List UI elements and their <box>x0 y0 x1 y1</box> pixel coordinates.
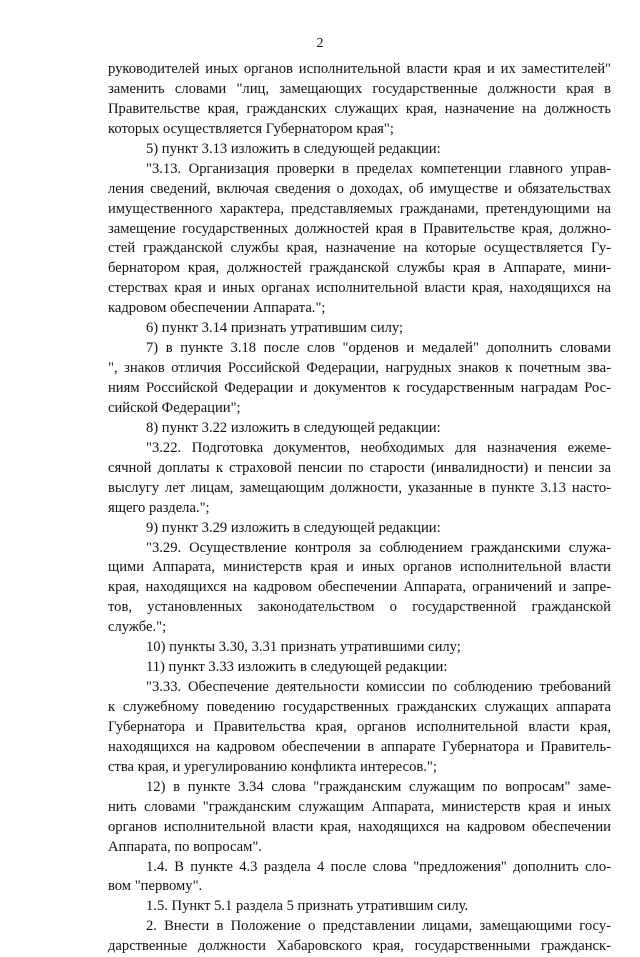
text-line: руководителей иных органов исполнительной власти края и их заместителей" <box>108 61 611 77</box>
text-line: нить словами "гражданским служащим Аппарата, министерств края и иных <box>108 798 611 815</box>
text-line: стерствах края и иных органах исполнительной власти края, находящихся на <box>108 280 611 297</box>
text-line: заменить словами "лиц, замещающих государственные должности края в <box>108 80 611 97</box>
text-line: 1.4. В пункте 4.3 раздела 4 после слова "предложения" дополнить сло- <box>146 858 611 875</box>
text-line: находящихся на кадровом обеспечении в аппарате Губернатора и Правитель- <box>108 738 611 755</box>
text-line: Губернатора и Правительства края, органов исполнительной власти края, <box>108 718 611 735</box>
text-line: которых осуществляется Губернатором края"; <box>108 120 394 137</box>
document-body <box>108 60 611 957</box>
text-line: Аппарата, по вопросам". <box>108 838 262 855</box>
text-line: "3.13. Организация проверки в пределах компетенции главного управ- <box>146 160 611 177</box>
text-line: ниям Российской Федерации и документов к государственным наградам Рос- <box>108 380 611 396</box>
text-line: дарственные должности Хабаровского края, государственными гражданск- <box>108 938 611 955</box>
text-line: сийской Федерации"; <box>108 399 241 416</box>
text-line: края, находящихся на кадровом обеспечении Аппарата, ограничений и запре- <box>108 579 611 596</box>
text-line: 1.5. Пункт 5.1 раздела 5 признать утратившим силу. <box>146 898 469 915</box>
text-line: службе."; <box>108 619 167 636</box>
text-line: к служебному поведению государственных гражданских служащих аппарата <box>108 699 611 715</box>
text-line: 2. Внести в Положение о представлении лицами, замещающими госу- <box>146 918 611 935</box>
text-line: "3.22. Подготовка документов, необходимых для назначения ежеме- <box>146 439 611 456</box>
text-line: 7) в пункте 3.18 после слов "орденов и медалей" дополнить словами <box>146 340 611 357</box>
text-line: имущественного характера, представляемых гражданами, претендующими на <box>108 200 611 217</box>
text-line: 8) пункт 3.22 изложить в следующей редакции: <box>146 419 441 436</box>
text-line: 5) пункт 3.13 изложить в следующей редакции: <box>146 140 441 157</box>
text-line: щими Аппарата, министерств края и иных органов исполнительной власти <box>108 559 611 576</box>
text-line: 11) пункт 3.33 изложить в следующей редакции: <box>146 659 448 676</box>
text-line: "3.33. Обеспечение деятельности комиссии по соблюдению требований <box>146 679 611 696</box>
page-number: 2 <box>316 36 324 51</box>
text-line: органов исполнительной власти края, находящихся на кадровом обеспечении <box>108 818 611 835</box>
text-line: ящего раздела."; <box>108 499 210 516</box>
text-line: стей гражданской службы края, назначение на которые осуществляется Гу- <box>108 240 611 257</box>
text-line: выслугу лет лицам, замещающим должности, указанные в пункте 3.13 насто- <box>108 479 611 496</box>
text-line: Правительстве края, гражданских служащих края, назначение на должность <box>108 100 611 117</box>
text-line: тов, установленных законодательством о государственной гражданской <box>108 599 611 616</box>
text-line: ления сведений, включая сведения о доходах, об имуществе и обязательствах <box>108 180 611 197</box>
text-line: замещение государственных должностей края в Правительстве края, должно- <box>108 220 611 237</box>
text-line: ства края, и урегулированию конфликта интересов."; <box>108 758 437 775</box>
text-line: кадровом обеспечении Аппарата."; <box>108 300 326 317</box>
text-line: "3.29. Осуществление контроля за соблюдением гражданскими служа- <box>146 539 611 556</box>
text-line: 12) в пункте 3.34 слова "гражданским служащим по вопросам" заме- <box>146 778 611 795</box>
text-line: бернатором края, должностей гражданской службы края в Аппарате, мини- <box>108 260 611 277</box>
text-line: ", знаков отличия Российской Федерации, нагрудных знаков к почетным зва- <box>108 360 611 377</box>
text-line: вом "первому". <box>108 878 203 895</box>
text-line: 6) пункт 3.14 признать утратившим силу; <box>146 320 404 337</box>
text-line: 9) пункт 3.29 изложить в следующей редакции: <box>146 519 441 536</box>
text-line: 10) пункты 3.30, 3.31 признать утратившими силу; <box>146 639 461 656</box>
text-line: сячной доплаты к страховой пенсии по старости (инвалидности) и пенсии за <box>108 459 611 476</box>
